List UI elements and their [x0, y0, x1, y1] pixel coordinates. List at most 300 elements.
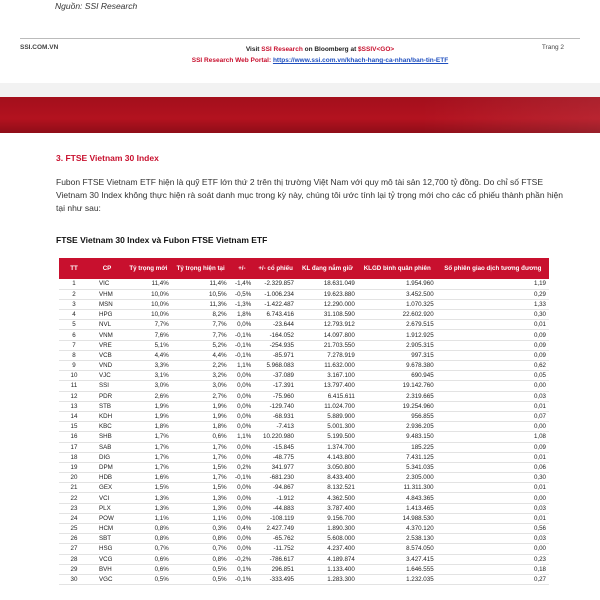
table-cell: VCB [89, 350, 125, 360]
footer-bloomberg-text: on Bloomberg at [302, 46, 359, 53]
table-cell: 10,0% [125, 310, 172, 320]
table-title: FTSE Vietnam 30 Index và Fubon FTSE Vietnam ETF [56, 235, 268, 245]
table-cell: 0,00 [437, 422, 549, 432]
table-row [59, 544, 549, 554]
table-cell: 1,3% [172, 503, 230, 513]
table-cell: 5,1% [125, 340, 172, 350]
table-cell: 1,5% [172, 483, 230, 493]
table-row [59, 524, 549, 534]
table-cell: 1.646.555 [358, 564, 437, 574]
table-cell: 0,01 [437, 320, 549, 330]
table-row [59, 483, 549, 493]
table-cell: 0,7% [172, 544, 230, 554]
table-cell: 0,0% [230, 513, 255, 523]
table-cell: -254.935 [254, 340, 297, 350]
table-cell: 0,0% [230, 320, 255, 330]
table-cell: 1,1% [172, 513, 230, 523]
table-cell: -0,1% [230, 350, 255, 360]
table-cell: 1,7% [172, 473, 230, 483]
table-cell: 1,3% [125, 503, 172, 513]
table-cell: 0,03 [437, 503, 549, 513]
table-cell: 14 [59, 411, 89, 421]
table-cell: 0,1% [230, 564, 255, 574]
table-row [59, 411, 549, 421]
table-cell: 1,5% [172, 462, 230, 472]
table-cell: 1,19 [437, 279, 549, 289]
table-cell: -129.740 [254, 401, 297, 411]
table-cell: 14.988.530 [358, 513, 437, 523]
table-cell: 8.574.050 [358, 544, 437, 554]
table-cell: 0,3% [172, 524, 230, 534]
footer-portal-label: SSI Research Web Portal: [191, 57, 273, 64]
table-cell: 0,6% [172, 432, 230, 442]
table-cell: VRE [89, 340, 125, 350]
table-cell: 0,01 [437, 452, 549, 462]
table-cell: 8.132.521 [297, 483, 358, 493]
table-cell: 4.143.800 [297, 452, 358, 462]
table-cell: 30 [59, 574, 89, 584]
table-cell: 0,5% [125, 574, 172, 584]
table-cell: -1.912 [254, 493, 297, 503]
table-cell: 0,62 [437, 361, 549, 371]
table-cell: 1,7% [125, 452, 172, 462]
table-cell: 6.743.416 [254, 310, 297, 320]
table-row [59, 289, 549, 299]
table-cell: 1,9% [125, 401, 172, 411]
table-cell: 0,0% [230, 391, 255, 401]
table-cell: 20 [59, 473, 89, 483]
table-cell: 24 [59, 513, 89, 523]
table-cell: 1,1% [230, 432, 255, 442]
table-row [59, 299, 549, 309]
table-cell: 8,2% [172, 310, 230, 320]
table-row [59, 391, 549, 401]
table-cell: 25 [59, 524, 89, 534]
table-cell: 0,0% [230, 381, 255, 391]
table-cell: MSN [89, 299, 125, 309]
table-row [59, 534, 549, 544]
table-cell: 7.431.125 [358, 452, 437, 462]
table-cell: 19.142.760 [358, 381, 437, 391]
table-cell: 14.097.800 [297, 330, 358, 340]
table-cell: VND [89, 361, 125, 371]
table-cell: 11.024.700 [297, 401, 358, 411]
table-row [59, 371, 549, 381]
table-cell: -1,3% [230, 299, 255, 309]
table-cell: 2.936.205 [358, 422, 437, 432]
table-cell: -17.391 [254, 381, 297, 391]
table-cell: 10 [59, 371, 89, 381]
table-cell: 9.678.380 [358, 361, 437, 371]
section-heading: 3. FTSE Vietnam 30 Index [56, 153, 159, 163]
table-cell: VCI [89, 493, 125, 503]
table-cell: 1,1% [230, 361, 255, 371]
table-cell: 1.413.465 [358, 503, 437, 513]
table-cell: 0,00 [437, 544, 549, 554]
table-cell: 0,06 [437, 462, 549, 472]
page-number: Trang 2 [541, 44, 564, 51]
table-cell: 29 [59, 564, 89, 574]
table-cell: 11,4% [125, 279, 172, 289]
header-sessions: Số phiên giao dịch tương đương [437, 258, 549, 279]
table-cell: 0,30 [437, 310, 549, 320]
table-cell: 0,09 [437, 330, 549, 340]
table-row [59, 310, 549, 320]
table-cell: 1.912.925 [358, 330, 437, 340]
table-cell: 21.703.550 [297, 340, 358, 350]
table-cell: 5.199.500 [297, 432, 358, 442]
table-cell: 2,6% [125, 391, 172, 401]
table-cell: 0,09 [437, 340, 549, 350]
table-cell: 9 [59, 361, 89, 371]
table-cell: -44.883 [254, 503, 297, 513]
table-cell: 11 [59, 381, 89, 391]
table-cell: 1,3% [172, 493, 230, 503]
table-cell: 5.968.083 [254, 361, 297, 371]
table-cell: 1,8% [230, 310, 255, 320]
header-holding: KL đang nắm giữ [297, 258, 358, 279]
ftse-weights-table [59, 258, 549, 585]
table-cell: 4.237.400 [297, 544, 358, 554]
header-weight-change: +/- [230, 258, 255, 279]
section-paragraph: Fubon FTSE Vietnam ETF hiện là quỹ ETF lớn thứ 2 trên thị trường Việt Nam với quy mô tài sản 12,700 tỷ đồng. Do chỉ số FTSE Vietnam 30 Index không thực hiện rà soát danh mục trong kỳ này, chúng tôi ước tính lại tỷ trọng mới cho các cổ phiếu thành phần hiện tại như sau: [56, 177, 564, 213]
table-cell: 11.632.000 [297, 361, 358, 371]
table-cell: 17 [59, 442, 89, 452]
table-body [59, 279, 549, 585]
table-cell: -7.413 [254, 422, 297, 432]
table-cell: 26 [59, 534, 89, 544]
table-cell: -164.052 [254, 330, 297, 340]
table-row [59, 574, 549, 584]
table-cell: 0,0% [230, 371, 255, 381]
table-cell: 10,0% [125, 299, 172, 309]
table-cell: 2.319.665 [358, 391, 437, 401]
header-cp: CP [89, 258, 125, 279]
table-cell: 296.851 [254, 564, 297, 574]
table-cell: 18.631.049 [297, 279, 358, 289]
table-cell: -48.775 [254, 452, 297, 462]
table-cell: DPM [89, 462, 125, 472]
table-cell: -75.960 [254, 391, 297, 401]
footer-bloomberg-line [180, 44, 460, 55]
table-cell: SAB [89, 442, 125, 452]
table-cell: -0,1% [230, 340, 255, 350]
table-cell: -94.867 [254, 483, 297, 493]
table-cell: 1,5% [125, 483, 172, 493]
table-row [59, 279, 549, 289]
table-cell: -68.931 [254, 411, 297, 421]
table-cell: 6 [59, 330, 89, 340]
table-cell: 0,27 [437, 574, 549, 584]
table-cell: 1,8% [125, 422, 172, 432]
table-cell: 15 [59, 422, 89, 432]
table-cell: 0,4% [230, 524, 255, 534]
table-cell: 0,0% [230, 411, 255, 421]
table-cell: 185.225 [358, 442, 437, 452]
header-banner [0, 97, 600, 133]
table-cell: 0,09 [437, 350, 549, 360]
table-cell: 0,01 [437, 401, 549, 411]
table-cell: KBC [89, 422, 125, 432]
table-row [59, 350, 549, 360]
table-row [59, 330, 549, 340]
table-cell: 6.415.611 [297, 391, 358, 401]
table-row [59, 503, 549, 513]
header-avg-volume: KLGD bình quân phiên [358, 258, 437, 279]
table-cell: 18 [59, 452, 89, 462]
table-row [59, 381, 549, 391]
table-cell: 0,5% [172, 564, 230, 574]
table-row [59, 340, 549, 350]
table-cell: 0,8% [125, 534, 172, 544]
chart-source-note: Nguồn: SSI Research [55, 1, 138, 11]
table-cell: SSI [89, 381, 125, 391]
table-cell: 1,7% [125, 442, 172, 452]
footer-site: SSI.COM.VN [20, 44, 59, 51]
table-cell: 0,18 [437, 564, 549, 574]
table-cell: 19.623.880 [297, 289, 358, 299]
table-cell: 7.278.919 [297, 350, 358, 360]
table-cell: 0,8% [125, 524, 172, 534]
table-cell: 9.156.700 [297, 513, 358, 523]
table-cell: 0,07 [437, 411, 549, 421]
table-cell: 956.855 [358, 411, 437, 421]
table-cell: 3 [59, 299, 89, 309]
table-cell: 0,0% [230, 534, 255, 544]
table-cell: 3,1% [125, 371, 172, 381]
table-cell: 0,0% [230, 544, 255, 554]
header-share-change: +/- cổ phiếu [254, 258, 297, 279]
table-cell: 2.305.000 [358, 473, 437, 483]
table-row [59, 493, 549, 503]
table-cell: 0,6% [125, 564, 172, 574]
table-cell: -333.495 [254, 574, 297, 584]
table-cell: 21 [59, 483, 89, 493]
table-cell: 1,1% [125, 513, 172, 523]
table-cell: 1.954.960 [358, 279, 437, 289]
table-cell: 12.793.912 [297, 320, 358, 330]
table-cell: 0,00 [437, 493, 549, 503]
table-cell: 0,8% [172, 534, 230, 544]
table-cell: 1.374.700 [297, 442, 358, 452]
table-cell: -0,2% [230, 554, 255, 564]
table-cell: 1,33 [437, 299, 549, 309]
table-cell: 0,56 [437, 524, 549, 534]
table-cell: 5.001.300 [297, 422, 358, 432]
table-cell: 3.452.500 [358, 289, 437, 299]
table-cell: 1,9% [172, 411, 230, 421]
table-cell: 0,7% [125, 544, 172, 554]
table-cell: 1,6% [125, 473, 172, 483]
table-cell: 0,5% [172, 574, 230, 584]
table-cell: 4,4% [172, 350, 230, 360]
table-cell: 7,6% [125, 330, 172, 340]
table-cell: 1,7% [172, 452, 230, 462]
table-cell: HPG [89, 310, 125, 320]
table-cell: 1.070.325 [358, 299, 437, 309]
table-cell: 0,23 [437, 554, 549, 564]
table-cell: 19.254.960 [358, 401, 437, 411]
table-cell: 0,30 [437, 473, 549, 483]
table-cell: 8.433.400 [297, 473, 358, 483]
table-cell: 27 [59, 544, 89, 554]
table-row [59, 564, 549, 574]
table-cell: 12 [59, 391, 89, 401]
footer-promo [180, 44, 460, 66]
table-cell: 0,8% [172, 554, 230, 564]
table-cell: 0,0% [230, 493, 255, 503]
table-cell: 0,0% [230, 483, 255, 493]
table-cell: 7,7% [125, 320, 172, 330]
table-cell: 7,7% [172, 330, 230, 340]
table-cell: 1,7% [172, 442, 230, 452]
table-cell: 3.167.100 [297, 371, 358, 381]
table-cell: HSG [89, 544, 125, 554]
table-cell: 0,01 [437, 483, 549, 493]
page-break [0, 83, 600, 97]
footer-portal-line [180, 55, 460, 66]
table-cell: 4.370.120 [358, 524, 437, 534]
table-cell: SBT [89, 534, 125, 544]
table-cell: 10,0% [125, 289, 172, 299]
table-row [59, 442, 549, 452]
table-cell: 5.608.000 [297, 534, 358, 544]
table-cell: 5 [59, 320, 89, 330]
table-cell: DIG [89, 452, 125, 462]
table-cell: 28 [59, 554, 89, 564]
table-cell: VHM [89, 289, 125, 299]
table-cell: 3,2% [172, 371, 230, 381]
table-cell: -0,5% [230, 289, 255, 299]
table-cell: -0,1% [230, 330, 255, 340]
table-cell: 1.232.035 [358, 574, 437, 584]
table-cell: 10.220.980 [254, 432, 297, 442]
table-cell: PDR [89, 391, 125, 401]
table-cell: 31.108.590 [297, 310, 358, 320]
table-cell: 1.283.300 [297, 574, 358, 584]
table-cell: -108.119 [254, 513, 297, 523]
table-row [59, 320, 549, 330]
footer-divider [20, 38, 580, 39]
table-cell: -15.845 [254, 442, 297, 452]
table-cell: -37.089 [254, 371, 297, 381]
table-cell: 0,01 [437, 513, 549, 523]
table-row [59, 554, 549, 564]
table-cell: -1,4% [230, 279, 255, 289]
table-cell: 7 [59, 340, 89, 350]
footer-portal-link[interactable]: https://www.ssi.com.vn/khach-hang-ca-nhan/ban-tin-ETF [272, 57, 449, 64]
table-cell: 341.977 [254, 462, 297, 472]
table-row [59, 401, 549, 411]
table-cell: VJC [89, 371, 125, 381]
table-cell: 2.905.315 [358, 340, 437, 350]
table-cell: 690.945 [358, 371, 437, 381]
table-cell: 12.290.000 [297, 299, 358, 309]
table-cell: 1,9% [172, 401, 230, 411]
header-tt: TT [59, 258, 89, 279]
table-cell: 13.797.400 [297, 381, 358, 391]
header-current-weight: Tỷ trọng hiện tại [172, 258, 230, 279]
table-cell: 2.538.130 [358, 534, 437, 544]
table-row [59, 361, 549, 371]
table-cell: 5,2% [172, 340, 230, 350]
table-cell: 1,3% [125, 493, 172, 503]
table-cell: 2.679.515 [358, 320, 437, 330]
table-cell: 0,05 [437, 371, 549, 381]
table-cell: 7,7% [172, 320, 230, 330]
table-row [59, 422, 549, 432]
table-cell: 0,2% [230, 462, 255, 472]
table-cell: 23 [59, 503, 89, 513]
table-cell: 9.483.150 [358, 432, 437, 442]
table-cell: 5.341.035 [358, 462, 437, 472]
table-row [59, 452, 549, 462]
table-row [59, 462, 549, 472]
table-cell: -681.230 [254, 473, 297, 483]
table-cell: 0,0% [230, 452, 255, 462]
table-cell: SHB [89, 432, 125, 442]
table-cell: 1.890.300 [297, 524, 358, 534]
table-cell: 3,3% [125, 361, 172, 371]
table-cell: 0,0% [230, 401, 255, 411]
table-cell: POW [89, 513, 125, 523]
table-header-row [59, 258, 549, 279]
table-cell: 4 [59, 310, 89, 320]
table-row [59, 473, 549, 483]
table-cell: 0,29 [437, 289, 549, 299]
table-cell: 4.362.500 [297, 493, 358, 503]
table-cell: KDH [89, 411, 125, 421]
table-cell: -786.617 [254, 554, 297, 564]
footer-visit-text: Visit [245, 46, 262, 53]
table-row [59, 432, 549, 442]
table-cell: GEX [89, 483, 125, 493]
table-cell: -2.329.857 [254, 279, 297, 289]
table-cell: 5.889.900 [297, 411, 358, 421]
table-cell: 1 [59, 279, 89, 289]
table-cell: 3,0% [172, 381, 230, 391]
footer-bloomberg-code: $SSIV<GO> [358, 46, 395, 53]
table-cell: NVL [89, 320, 125, 330]
table-cell: 0,00 [437, 381, 549, 391]
table-cell: HDB [89, 473, 125, 483]
table-cell: 8 [59, 350, 89, 360]
table-cell: 2,2% [172, 361, 230, 371]
header-new-weight: Tỷ trọng mới [125, 258, 172, 279]
table-cell: VIC [89, 279, 125, 289]
table-cell: 2,7% [172, 391, 230, 401]
table-cell: 11,3% [172, 299, 230, 309]
table-cell: 22 [59, 493, 89, 503]
table-cell: 4.843.365 [358, 493, 437, 503]
table-cell: 22.602.920 [358, 310, 437, 320]
table-cell: 0,0% [230, 503, 255, 513]
table-cell: STB [89, 401, 125, 411]
table-cell: 0,0% [230, 442, 255, 452]
table-cell: 4,4% [125, 350, 172, 360]
table-cell: 1,08 [437, 432, 549, 442]
table-cell: 0,0% [230, 422, 255, 432]
table-cell: 0,03 [437, 534, 549, 544]
table-cell: 16 [59, 432, 89, 442]
table-cell: -65.762 [254, 534, 297, 544]
table-cell: 4.189.874 [297, 554, 358, 564]
table-cell: 3.050.800 [297, 462, 358, 472]
table-cell: 0,09 [437, 442, 549, 452]
table-cell: 10,5% [172, 289, 230, 299]
table-cell: 13 [59, 401, 89, 411]
table-cell: 2.427.749 [254, 524, 297, 534]
